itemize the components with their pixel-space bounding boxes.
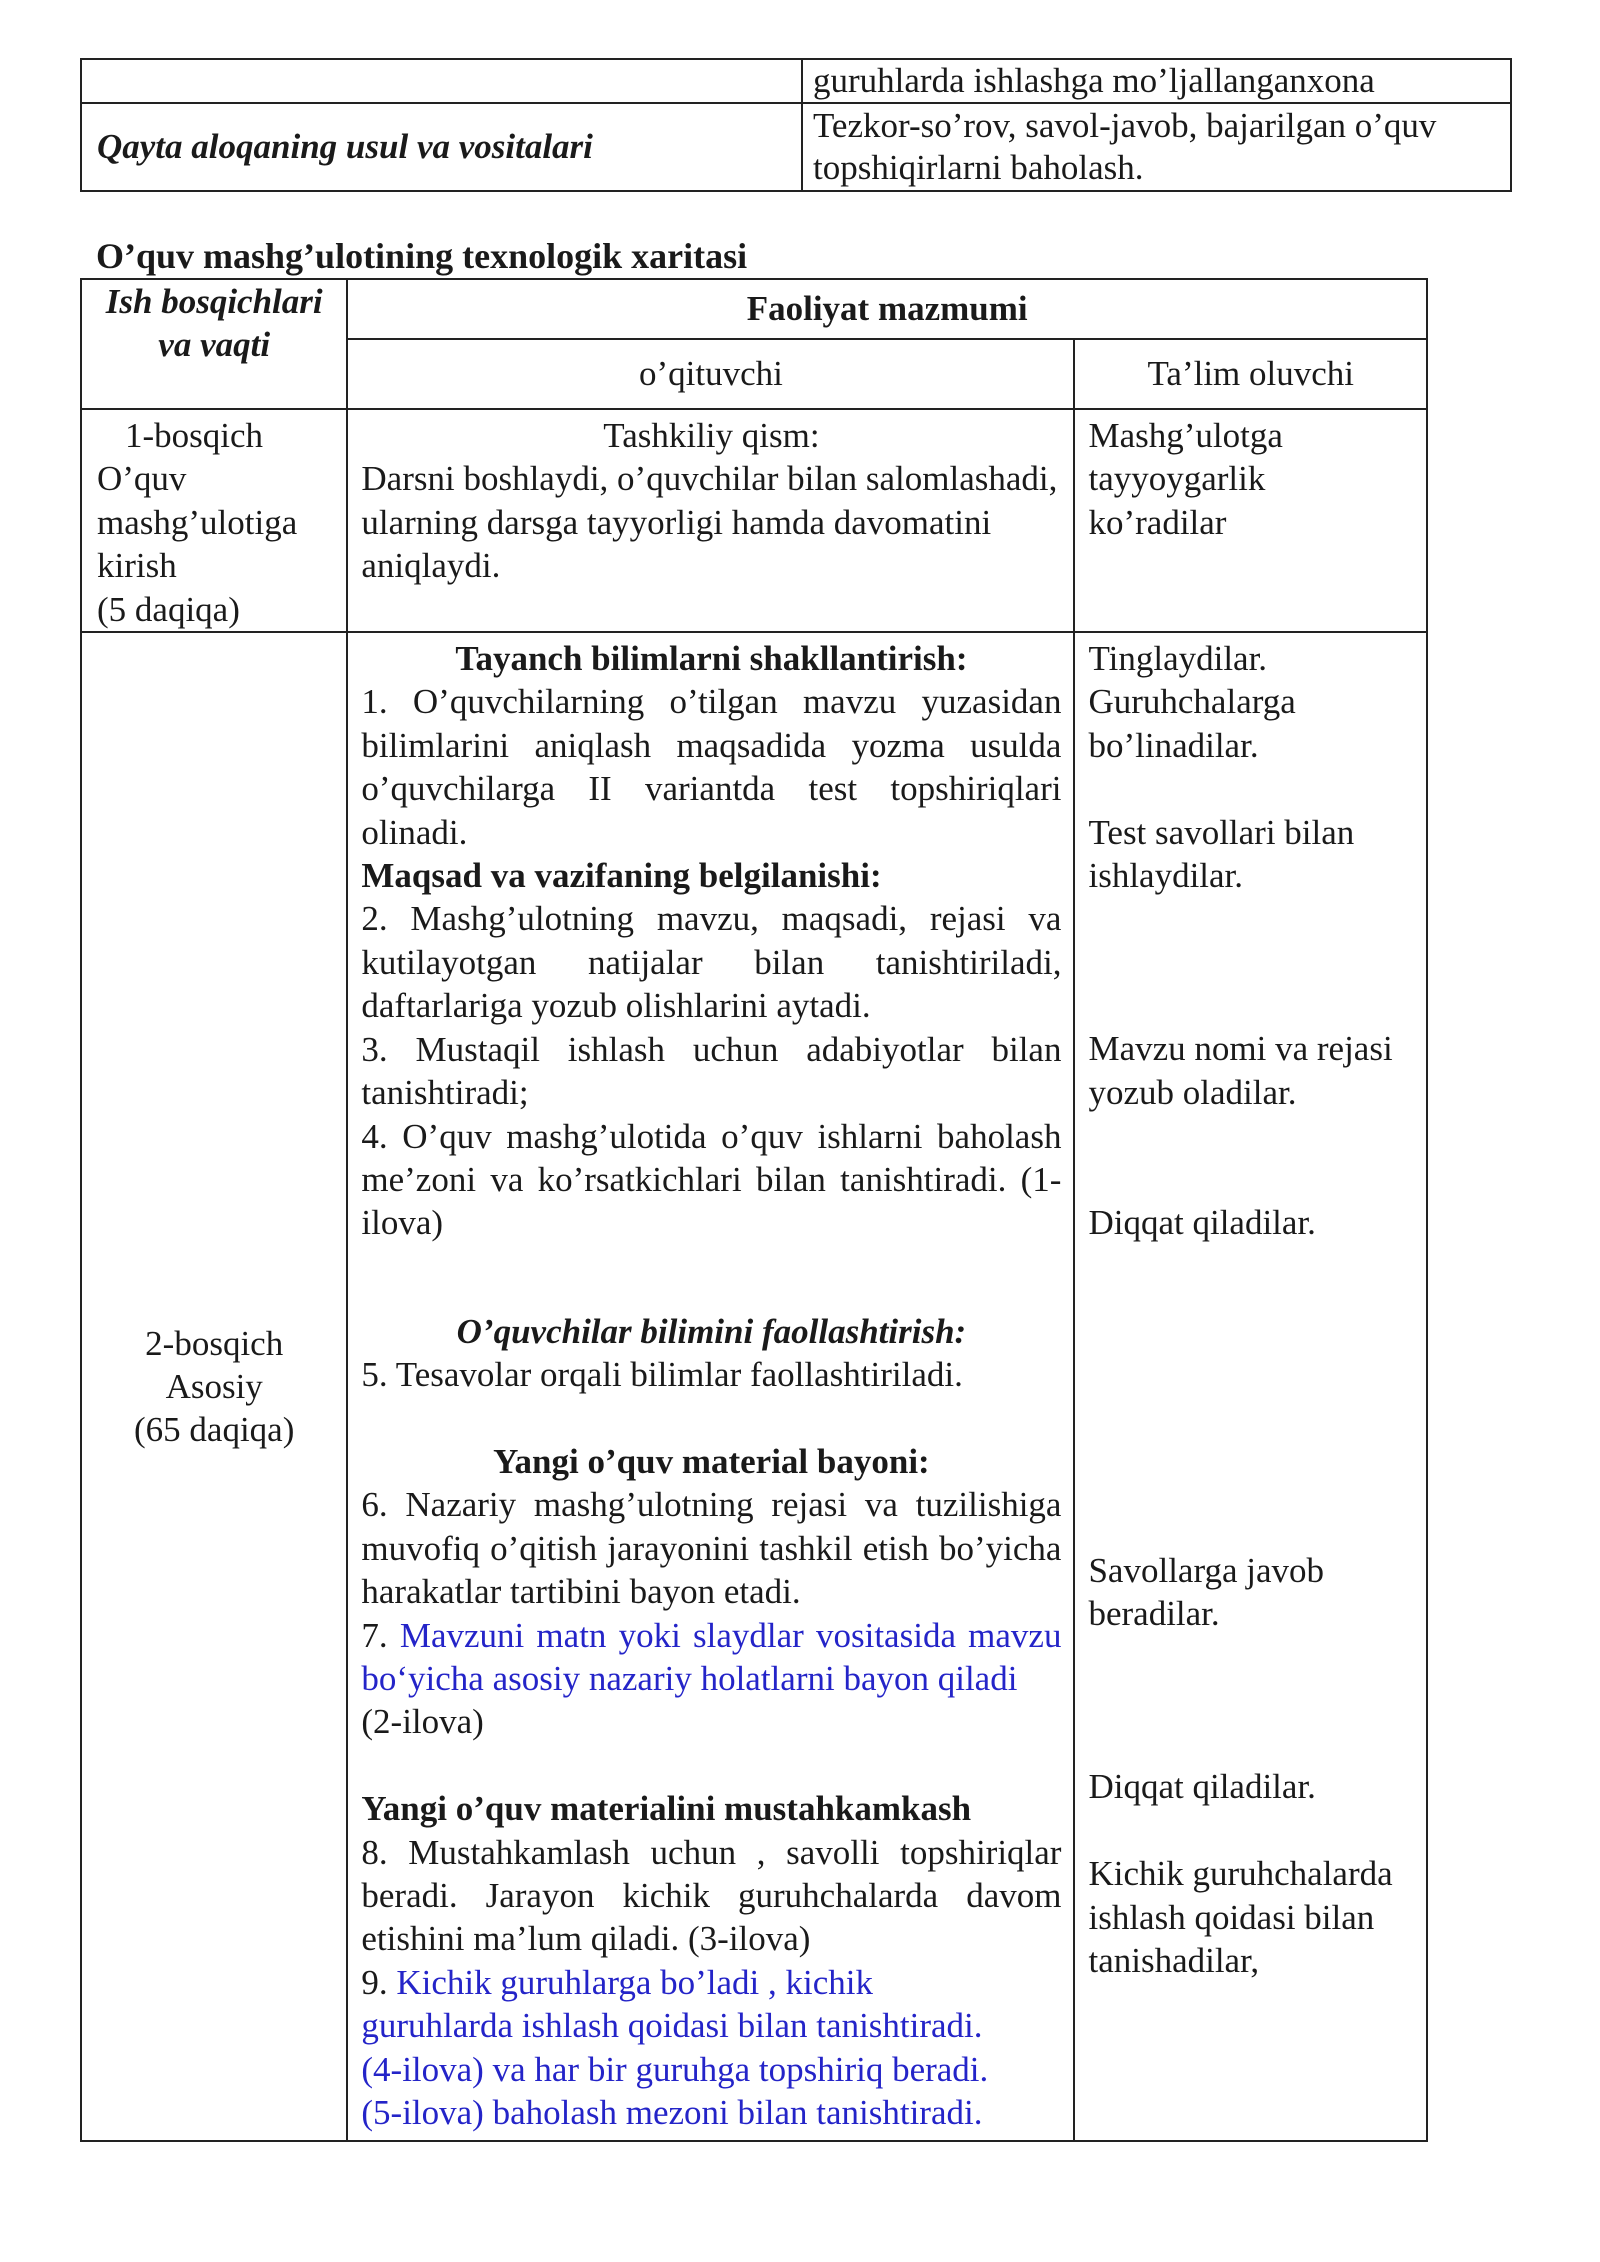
stage-1-line: (5 daqiqa) bbox=[97, 589, 240, 629]
header-student: Ta’lim oluvchi bbox=[1074, 339, 1427, 409]
table-header-row bbox=[81, 279, 1427, 339]
section-title: O’quv mashg’ulotining texnologik xaritasi bbox=[96, 236, 748, 276]
room-description: guruhlarda ishlashga mo’ljallanganxona bbox=[802, 59, 1511, 103]
item-number: 9. bbox=[361, 1962, 397, 2002]
teacher-heading: Maqsad va vazifaning belgilanishi: bbox=[361, 856, 882, 896]
header-teacher: o’qituvchi bbox=[347, 339, 1074, 409]
blue-highlight-text: (5-ilova) baholash mezoni bilan tanishtiradi. bbox=[361, 2093, 983, 2132]
blue-highlight-text: Mavzuni matn yoki slaydlar vositasida mavzu bo‘yicha asosiy nazariy holatlarni bayon qiladi bbox=[361, 1615, 1062, 1698]
info-cell-empty bbox=[81, 59, 802, 103]
spacer bbox=[361, 1397, 1061, 1440]
teacher-paragraph-9 bbox=[361, 1961, 1061, 2004]
spacer bbox=[1088, 1809, 1416, 1852]
student-text: Test savollari bilan ishlaydilar. bbox=[1088, 812, 1355, 896]
spacer bbox=[1088, 1114, 1416, 1201]
item-number: 7. bbox=[361, 1615, 400, 1655]
student-text: Tinglaydilar. bbox=[1088, 639, 1268, 679]
stage-2-teacher-cell bbox=[347, 632, 1074, 2141]
stage-1-teacher-title: Tashkiliy qism: bbox=[603, 416, 820, 455]
spacer bbox=[1088, 767, 1416, 810]
stage-2-student-cell bbox=[1074, 632, 1427, 2141]
table-row-stage-2 bbox=[81, 632, 1427, 2141]
stage-1-student-text: Mashg’ulotga tayyoygarlik ko’radilar bbox=[1088, 416, 1283, 542]
teacher-paragraph: 5. Tesavolar orqali bilimlar faollashtiriladi. bbox=[361, 1355, 963, 1395]
spacer bbox=[1088, 1245, 1416, 1549]
stage-2-cell bbox=[81, 632, 347, 2141]
teacher-paragraph: 6. Nazariy mashg’ulotning rejasi va tuzilishiga muvofiq o’qitish jarayonini tashkil etish bo’yicha harakatlar tartibini bayon etadi. bbox=[361, 1485, 1062, 1612]
student-text: Kichik guruhchalarda ishlash qoidasi bilan tanishadilar, bbox=[1088, 1854, 1393, 1981]
teacher-paragraph-7 bbox=[361, 1614, 1061, 1701]
info-table-row bbox=[81, 59, 1511, 103]
student-text: Mavzu nomi va rejasi yozub oladilar. bbox=[1088, 1029, 1393, 1112]
student-text: Diqqat qiladilar. bbox=[1088, 1767, 1316, 1807]
blue-highlight-text: (4-ilova) va har bir guruhga topshiriq beradi. bbox=[361, 2049, 989, 2089]
teacher-paragraph: 1. O’quvchilarning o’tilgan mavzu yuzasidan bilimlarini aniqlash maqsadida yozma usulda o’quvchilarga II variantda test topshiriqlari olinadi. bbox=[361, 682, 1062, 852]
stage-1-student-cell bbox=[1074, 409, 1427, 632]
teacher-paragraph: 8. Mustahkamlash uchun , savolli topshiriqlar beradi. Jarayon kichik guruhchalarda davom etishini ma’lum qiladi. (3-ilova) bbox=[361, 1832, 1062, 1959]
stage-2-line: 2-bosqich bbox=[145, 1323, 284, 1363]
blue-highlight-text: guruhlarda ishlash qoidasi bilan tanishtiradi. bbox=[361, 2006, 983, 2046]
spacer bbox=[1088, 1635, 1416, 1765]
stage-2-line: Asosiy bbox=[165, 1367, 263, 1407]
stage-1-line: O’quv bbox=[97, 459, 187, 499]
appendix-ref: (2-ilova) bbox=[361, 1702, 484, 1742]
teacher-heading: Tayanch bilimlarni shakllantirish: bbox=[455, 639, 968, 679]
header-stage-text: Ish bosqichlari va vaqti bbox=[105, 282, 323, 365]
header-activity: Faoliyat mazmumi bbox=[347, 279, 1427, 339]
feedback-methods-value: Tezkor-so’rov, savol-javob, bajarilgan o’quv topshiqirlarni baholash. bbox=[802, 103, 1511, 191]
student-text: Savollarga javob beradilar. bbox=[1088, 1550, 1325, 1634]
student-text: Guruhchalarga bo’linadilar. bbox=[1088, 682, 1296, 765]
spacer bbox=[1088, 897, 1416, 1027]
teacher-heading: Yangi o’quv materialini mustahkamkash bbox=[361, 1789, 972, 1829]
teacher-paragraph: 4. O’quv mashg’ulotida o’quv ishlarni baholash me’zoni va ko’rsatkichlari bilan tanishtiradi. (1-ilova) bbox=[361, 1116, 1062, 1243]
stage-1-line: kirish bbox=[97, 546, 177, 586]
info-table bbox=[80, 58, 1512, 192]
stage-1-cell bbox=[81, 409, 347, 632]
header-stage-time bbox=[81, 279, 347, 409]
stage-1-teacher-text: Darsni boshlaydi, o’quvchilar bilan salomlashadi, ularning darsga tayyorligi hamda davomatini aniqlaydi. bbox=[361, 459, 1058, 586]
teacher-paragraph: 3. Mustaqil ishlash uchun adabiyotlar bilan tanishtiradi; bbox=[361, 1029, 1062, 1113]
teacher-heading: Yangi o’quv material bayoni: bbox=[493, 1441, 930, 1481]
stage-1-line: mashg’ulotiga bbox=[97, 502, 298, 542]
teacher-heading: O’quvchilar bilimini faollashtirish: bbox=[456, 1311, 967, 1351]
table-row-stage-1 bbox=[81, 409, 1427, 632]
stage-1-teacher-cell bbox=[347, 409, 1074, 632]
spacer bbox=[361, 1245, 1061, 1310]
feedback-methods-label: Qayta aloqaning usul va vositalari bbox=[81, 103, 802, 191]
teacher-paragraph: 2. Mashg’ulotning mavzu, maqsadi, rejasi va kutilayotgan natijalar bilan tanishtiriladi, daftarlariga yozub olishlarini aytadi. bbox=[361, 899, 1062, 1026]
info-table-row bbox=[81, 103, 1511, 191]
stage-2-line: (65 daqiqa) bbox=[134, 1410, 295, 1450]
tech-map-table bbox=[80, 278, 1428, 2142]
spacer bbox=[361, 1744, 1061, 1787]
stage-1-line: 1-bosqich bbox=[125, 416, 264, 455]
blue-highlight-text: Kichik guruhlarga bo’ladi , kichik bbox=[396, 1962, 873, 2002]
student-text: Diqqat qiladilar. bbox=[1088, 1203, 1316, 1243]
